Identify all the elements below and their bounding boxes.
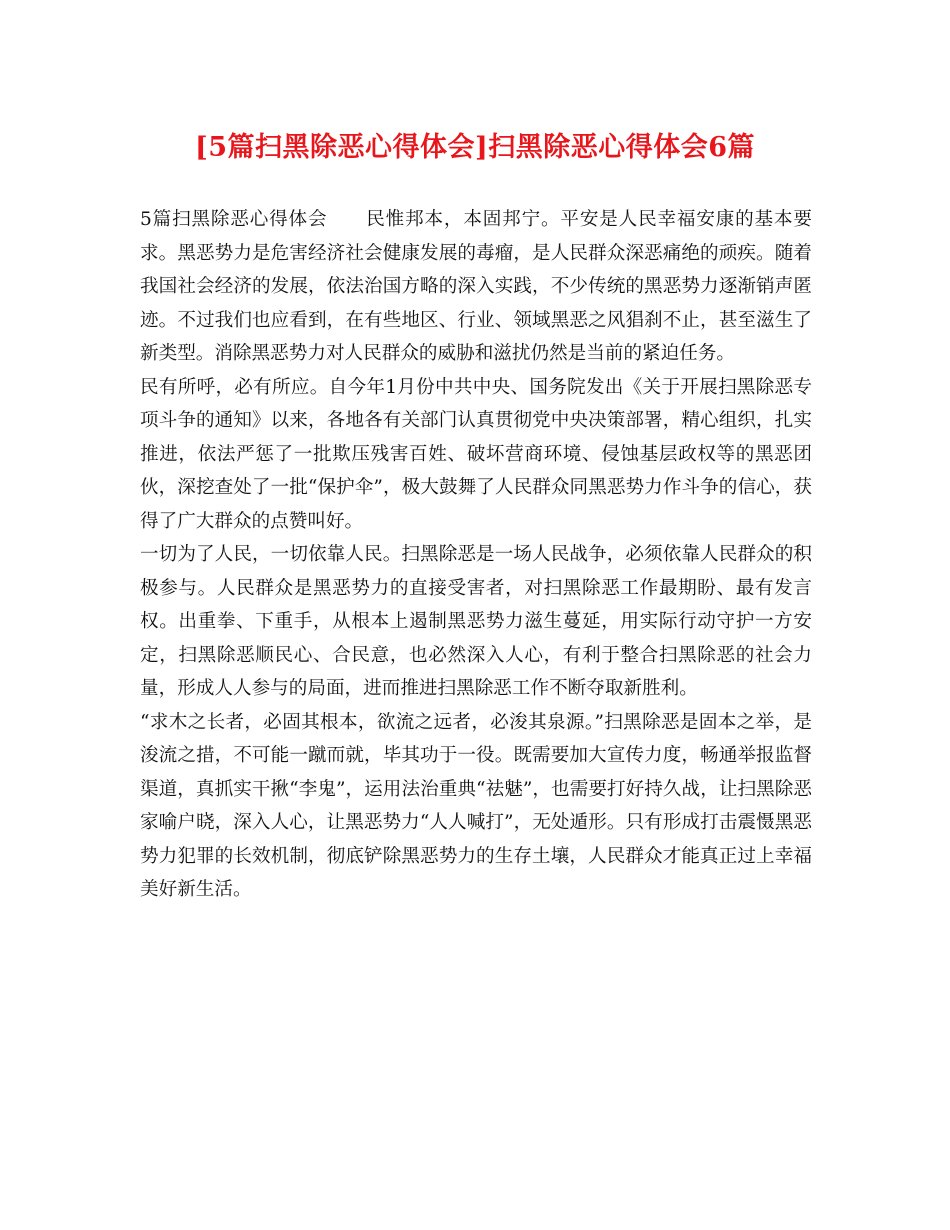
lead-gap — [327, 209, 366, 230]
paragraph-text: 民惟邦本，本固邦宁。平安是人民幸福安康的基本要求。黑恶势力是危害经济社会健康发展的毒瘤，是人民群众深恶痛绝的顽疾。随着我国社会经济的发展，依法治国方略的深入实践，不少传统的黑恶势力逐渐销声匿迹。不过我们也应看到，在有些地区、行业、领域黑恶之风猖刹不止，甚至滋生了新类型。消除黑恶势力对人民群众的威胁和滋扰仍然是当前的紧迫任务。 — [140, 209, 812, 364]
paragraph-3 — [140, 538, 812, 706]
paragraph-1 — [140, 203, 812, 371]
paragraph-text: 民有所呼，必有所应。自今年1月份中共中央、国务院发出《关于开展扫黑除恶专项斗争的通知》以来，各地各有关部门认真贯彻党中央决策部署，精心组织，扎实推进，依法严惩了一批欺压残害百姓、破坏营商环境、侵蚀基层政权等的黑恶团伙，深挖查处了一批“保护伞”，极大鼓舞了人民群众同黑恶势力作斗争的信心，获得了广大群众的点赞叫好。 — [140, 376, 812, 532]
paragraph-text: 一切为了人民，一切依靠人民。扫黑除恶是一场人民战争，必须依靠人民群众的积极参与。人民群众是黑恶势力的直接受害者，对扫黑除恶工作最期盼、最有发言权。出重拳、下重手，从根本上遏制黑恶势力滋生蔓延，用实际行动守护一方安定，扫黑除恶顺民心、合民意，也必然深入人心，有利于整合扫黑除恶的社会力量，形成人人参与的局面，进而推进扫黑除恶工作不断夺取新胜利。 — [140, 544, 812, 699]
paragraph-text: “求木之长者，必固其根本，欲流之远者，必浚其泉源。”扫黑除恶是固本之举，是浚流之措，不可能一蹴而就，毕其功于一役。既需要加大宣传力度，畅通举报监督渠道，真抓实干揪“李鬼”，运用法治重典“祛魅”，也需要打好持久战，让扫黑除恶家喻户晓，深入人心，让黑恶势力“人人喊打”，无处遁形。只有形成打击震慑黑恶势力犯罪的长效机制，彻底铲除黑恶势力的生存土壤，人民群众才能真正过上幸福美好新生活。 — [140, 711, 812, 900]
lead-label: 5篇扫黑除恶心得体会 — [140, 209, 328, 230]
paragraph-4 — [140, 706, 812, 907]
document-title: [5篇扫黑除恶心得体会]扫黑除恶心得体会6篇 — [194, 132, 756, 163]
paragraph-2 — [140, 371, 812, 539]
document-body — [140, 203, 812, 907]
